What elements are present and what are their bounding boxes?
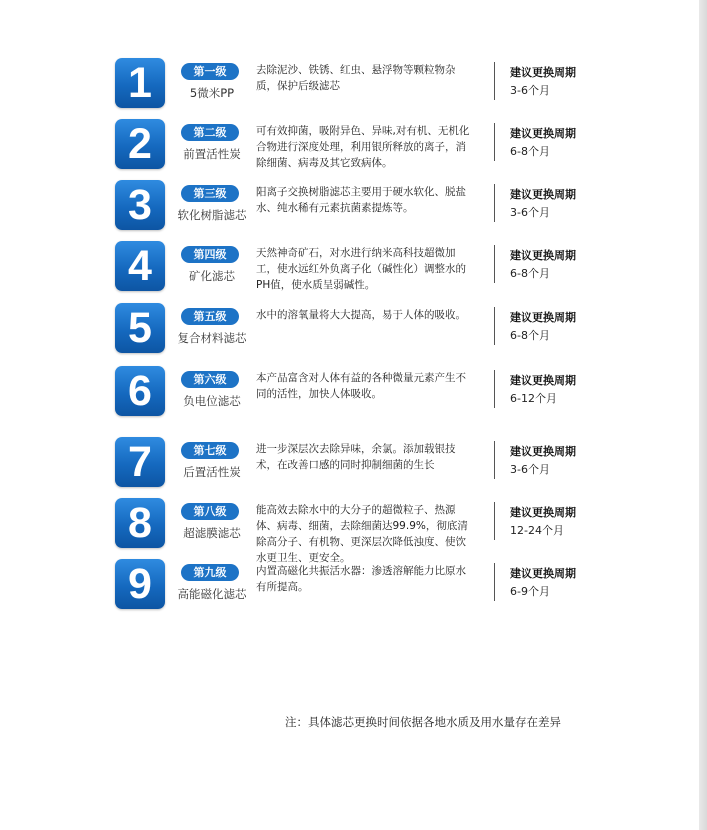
filter-description: 进一步深层次去除异味，余氯。添加载银技术，在改善口感的同时抑制细菌的生长 [256,443,456,471]
filter-name: 超滤膜滤芯 [183,526,241,540]
replace-cycle-label: 建议更换周期 [510,188,576,201]
replace-cycle-value: 3-6个月 [510,84,550,97]
replace-cycle-value: 6-8个月 [510,145,550,158]
filter-stage-6 [0,366,699,424]
stage-level-badge: 第三级 [181,185,239,202]
divider [494,370,495,408]
filter-name: 复合材料滤芯 [177,331,247,345]
divider [494,245,495,283]
stage-number-tile: 4 [115,241,165,291]
stage-level-badge: 第四级 [181,246,239,263]
filter-name: 后置活性炭 [183,465,241,479]
stage-level-badge: 第二级 [181,124,239,141]
replace-cycle-label: 建议更换周期 [510,506,576,519]
filter-description: 能高效去除水中的大分子的超微粒子、热源体、病毒、细菌，去除细菌达99.9%，彻底清除高分子、有机物、更深层次降低浊度、使饮水更卫生、更安全。 [256,504,468,564]
filter-name: 高能磁化滤芯 [177,587,247,601]
page-edge [699,0,707,830]
filter-name: 负电位滤芯 [183,394,241,408]
stage-level-badge: 第九级 [181,564,239,581]
stage-level-badge: 第七级 [181,442,239,459]
stage-level-badge: 第一级 [181,63,239,80]
stage-number-tile: 3 [115,180,165,230]
filter-description: 阳离子交换树脂滤芯主要用于硬水软化、脱盐水、纯水稀有元素抗菌素提炼等。 [256,186,466,214]
filter-stage-2 [0,119,699,177]
filter-description: 内置高磁化共振活水器：渗透溶解能力比原水有所提高。 [256,565,466,593]
divider [494,184,495,222]
divider [494,502,495,540]
filter-description: 天然神奇矿石，对水进行纳米高科技超微加工，使水远红外负离子化（碱性化）调整水的PH值，使水质呈弱碱性。 [256,247,466,291]
divider [494,123,495,161]
divider [494,563,495,601]
stage-level-badge: 第八级 [181,503,239,520]
stage-level-badge: 第六级 [181,371,239,388]
filter-stage-7 [0,437,699,495]
replace-cycle-value: 3-6个月 [510,206,550,219]
filter-stage-9 [0,559,699,617]
replace-cycle-value: 3-6个月 [510,463,550,476]
filter-name: 5微米PP [189,86,235,100]
filter-description: 可有效抑菌，吸附异色、异味,对有机、无机化合物进行深度处理，利用银所释放的离子，消除细菌、病毒及其它致病体。 [256,125,470,169]
replace-cycle-value: 6-8个月 [510,267,550,280]
replace-cycle-label: 建议更换周期 [510,374,576,387]
replace-cycle-label: 建议更换周期 [510,66,576,79]
divider [494,441,495,479]
stage-number-tile: 2 [115,119,165,169]
stage-number-tile: 8 [115,498,165,548]
filter-name: 软化树脂滤芯 [177,208,247,222]
replace-cycle-label: 建议更换周期 [510,311,576,324]
filter-name: 矿化滤芯 [189,269,235,283]
stage-number-tile: 5 [115,303,165,353]
stage-number-tile: 6 [115,366,165,416]
divider [494,62,495,100]
filter-description: 水中的溶氧量将大大提高，易于人体的吸收。 [256,309,466,321]
footnote: 注：具体滤芯更换时间依据各地水质及用水量存在差异 [285,715,561,729]
replace-cycle-value: 6-8个月 [510,329,550,342]
filter-stage-4 [0,241,699,299]
filter-description: 去除泥沙、铁锈、红虫、悬浮物等颗粒物杂质，保护后级滤芯 [256,64,456,92]
replace-cycle-value: 6-12个月 [510,392,557,405]
filter-name: 前置活性炭 [183,147,241,161]
divider [494,307,495,345]
stage-number-tile: 7 [115,437,165,487]
stage-level-badge: 第五级 [181,308,239,325]
replace-cycle-label: 建议更换周期 [510,249,576,262]
filter-stage-8 [0,498,699,564]
replace-cycle-label: 建议更换周期 [510,127,576,140]
stage-number-tile: 1 [115,58,165,108]
filter-stage-5 [0,303,699,361]
filter-description: 本产品富含对人体有益的各种微量元素产生不同的活性，加快人体吸收。 [256,372,466,400]
replace-cycle-value: 12-24个月 [510,524,564,537]
stage-number-tile: 9 [115,559,165,609]
filter-stage-1 [0,58,699,116]
replace-cycle-label: 建议更换周期 [510,445,576,458]
filter-stage-3 [0,180,699,238]
replace-cycle-value: 6-9个月 [510,585,550,598]
replace-cycle-label: 建议更换周期 [510,567,576,580]
